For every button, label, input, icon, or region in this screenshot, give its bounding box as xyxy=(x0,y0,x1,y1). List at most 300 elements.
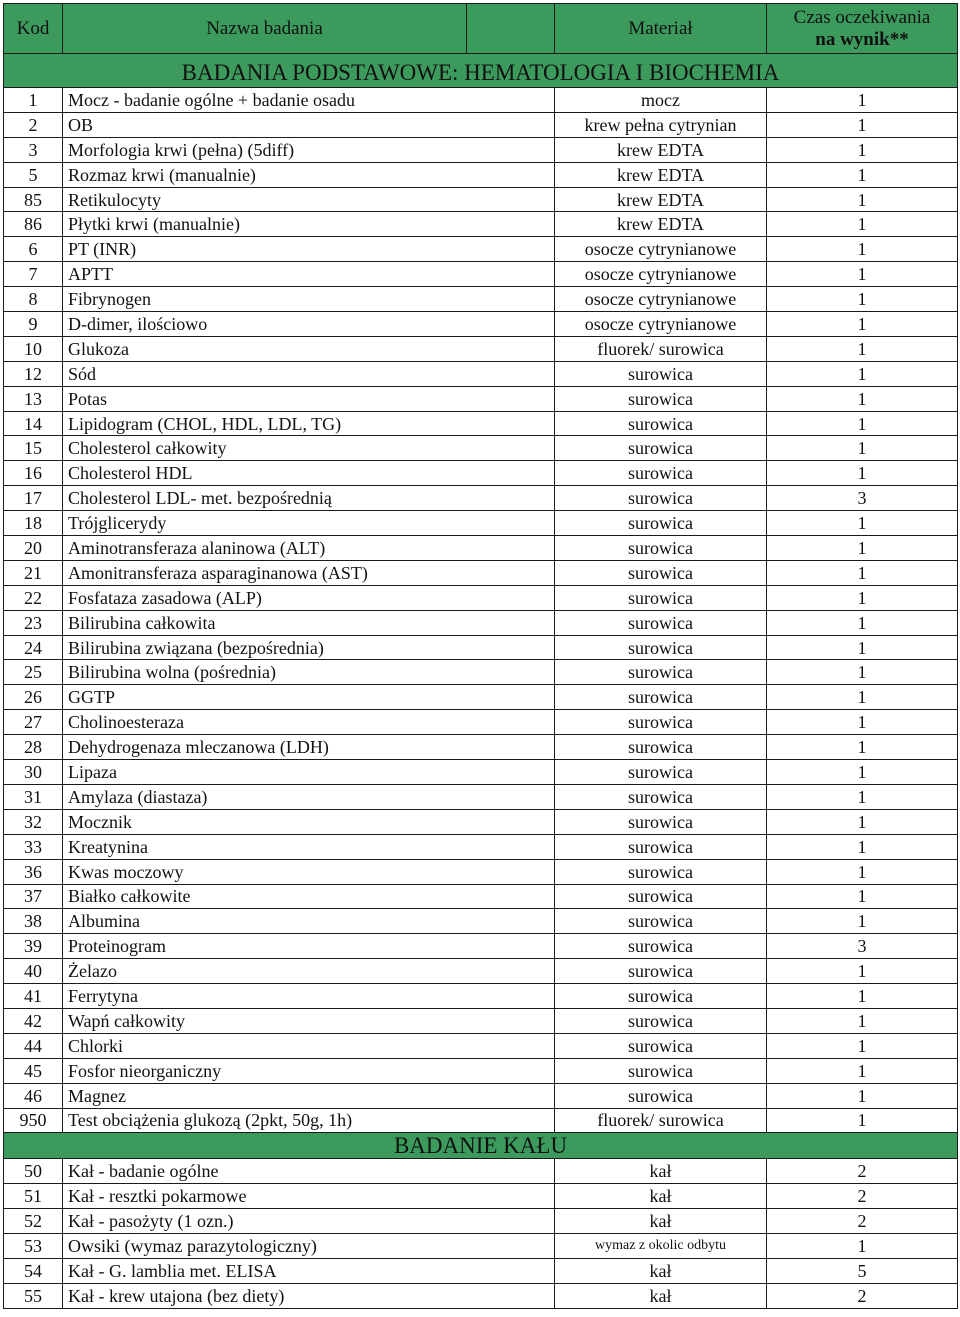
row-spacer xyxy=(467,511,555,536)
table-row xyxy=(4,1184,958,1209)
test-material: surowica xyxy=(555,1033,767,1058)
test-material: surowica xyxy=(555,984,767,1009)
test-name: Kał - badanie ogólne xyxy=(63,1159,467,1184)
table-row xyxy=(4,959,958,984)
table-row xyxy=(4,511,958,536)
test-name: Ferrytyna xyxy=(63,984,467,1009)
table-row xyxy=(4,536,958,561)
row-spacer xyxy=(467,287,555,312)
table-row xyxy=(4,984,958,1009)
row-spacer xyxy=(467,735,555,760)
test-name: Kwas moczowy xyxy=(63,859,467,884)
row-spacer xyxy=(467,1058,555,1083)
row-spacer xyxy=(467,486,555,511)
turnaround-days: 1 xyxy=(767,112,958,137)
test-name: Magnez xyxy=(63,1083,467,1108)
turnaround-days: 1 xyxy=(767,212,958,237)
test-code: 20 xyxy=(4,536,63,561)
test-code: 41 xyxy=(4,984,63,1009)
test-material: surowica xyxy=(555,809,767,834)
header-spacer xyxy=(467,4,555,54)
turnaround-days: 1 xyxy=(767,237,958,262)
section-basic-row xyxy=(4,54,958,88)
table-row xyxy=(4,137,958,162)
row-spacer xyxy=(467,237,555,262)
turnaround-days: 1 xyxy=(767,436,958,461)
turnaround-days: 1 xyxy=(767,162,958,187)
tests-table xyxy=(3,3,958,1309)
turnaround-days: 1 xyxy=(767,1108,958,1133)
test-name: OB xyxy=(63,112,467,137)
test-material: surowica xyxy=(555,635,767,660)
test-code: 6 xyxy=(4,237,63,262)
test-name: Proteinogram xyxy=(63,934,467,959)
test-code: 18 xyxy=(4,511,63,536)
turnaround-days: 1 xyxy=(767,386,958,411)
test-material: surowica xyxy=(555,610,767,635)
header-nazwa: Nazwa badania xyxy=(63,4,467,54)
row-spacer xyxy=(467,859,555,884)
table-row xyxy=(4,461,958,486)
turnaround-days: 1 xyxy=(767,710,958,735)
table-header-row xyxy=(4,4,958,54)
test-name: Cholesterol LDL- met. bezpośrednią xyxy=(63,486,467,511)
table-row xyxy=(4,1083,958,1108)
row-spacer xyxy=(467,336,555,361)
test-material: osocze cytrynianowe xyxy=(555,262,767,287)
test-name: Bilirubina wolna (pośrednia) xyxy=(63,660,467,685)
test-code: 1 xyxy=(4,88,63,113)
row-spacer xyxy=(467,959,555,984)
test-material: surowica xyxy=(555,536,767,561)
turnaround-days: 1 xyxy=(767,312,958,337)
turnaround-days: 1 xyxy=(767,88,958,113)
table-row xyxy=(4,809,958,834)
test-name: Kał - G. lamblia met. ELISA xyxy=(63,1258,467,1283)
turnaround-days: 3 xyxy=(767,934,958,959)
test-material: surowica xyxy=(555,386,767,411)
row-spacer xyxy=(467,436,555,461)
test-material: surowica xyxy=(555,834,767,859)
test-name: Kał - resztki pokarmowe xyxy=(63,1184,467,1209)
test-code: 9 xyxy=(4,312,63,337)
row-spacer xyxy=(467,685,555,710)
turnaround-days: 1 xyxy=(767,560,958,585)
test-name: Sód xyxy=(63,361,467,386)
test-code: 44 xyxy=(4,1033,63,1058)
test-material: fluorek/ surowica xyxy=(555,1108,767,1133)
test-material: krew EDTA xyxy=(555,187,767,212)
test-name: Fosfataza zasadowa (ALP) xyxy=(63,585,467,610)
turnaround-days: 1 xyxy=(767,137,958,162)
test-code: 31 xyxy=(4,784,63,809)
test-code: 3 xyxy=(4,137,63,162)
table-row xyxy=(4,760,958,785)
test-name: Mocznik xyxy=(63,809,467,834)
test-material: fluorek/ surowica xyxy=(555,336,767,361)
turnaround-days: 1 xyxy=(767,635,958,660)
turnaround-days: 3 xyxy=(767,486,958,511)
test-name: Morfologia krwi (pełna) (5diff) xyxy=(63,137,467,162)
test-name: Glukoza xyxy=(63,336,467,361)
test-code: 10 xyxy=(4,336,63,361)
test-name: Cholesterol HDL xyxy=(63,461,467,486)
test-material: krew EDTA xyxy=(555,212,767,237)
row-spacer xyxy=(467,635,555,660)
table-row xyxy=(4,237,958,262)
test-name: Cholesterol całkowity xyxy=(63,436,467,461)
header-czas-line2: na wynik** xyxy=(815,28,909,50)
test-name: Amylaza (diastaza) xyxy=(63,784,467,809)
row-spacer xyxy=(467,386,555,411)
test-material: surowica xyxy=(555,585,767,610)
test-name: Retikulocyty xyxy=(63,187,467,212)
row-spacer xyxy=(467,162,555,187)
turnaround-days: 1 xyxy=(767,859,958,884)
test-name: Lipidogram (CHOL, HDL, LDL, TG) xyxy=(63,411,467,436)
test-name: Kał - krew utajona (bez diety) xyxy=(63,1283,467,1308)
turnaround-days: 2 xyxy=(767,1159,958,1184)
row-spacer xyxy=(467,984,555,1009)
turnaround-days: 2 xyxy=(767,1283,958,1308)
test-name: D-dimer, ilościowo xyxy=(63,312,467,337)
table-row xyxy=(4,710,958,735)
turnaround-days: 1 xyxy=(767,187,958,212)
row-spacer xyxy=(467,834,555,859)
test-name: Fosfor nieorganiczny xyxy=(63,1058,467,1083)
test-material: osocze cytrynianowe xyxy=(555,312,767,337)
row-spacer xyxy=(467,1184,555,1209)
test-material: surowica xyxy=(555,660,767,685)
test-code: 2 xyxy=(4,112,63,137)
test-name: Trójglicerydy xyxy=(63,511,467,536)
test-material: krew EDTA xyxy=(555,137,767,162)
table-row xyxy=(4,1008,958,1033)
test-code: 51 xyxy=(4,1184,63,1209)
test-code: 23 xyxy=(4,610,63,635)
test-code: 37 xyxy=(4,884,63,909)
test-material: osocze cytrynianowe xyxy=(555,287,767,312)
test-name: Aminotransferaza alaninowa (ALT) xyxy=(63,536,467,561)
test-name: Kreatynina xyxy=(63,834,467,859)
test-code: 28 xyxy=(4,735,63,760)
row-spacer xyxy=(467,1283,555,1308)
table-row xyxy=(4,336,958,361)
row-spacer xyxy=(467,461,555,486)
table-row xyxy=(4,934,958,959)
table-row xyxy=(4,834,958,859)
test-material: surowica xyxy=(555,486,767,511)
turnaround-days: 5 xyxy=(767,1258,958,1283)
table-row xyxy=(4,262,958,287)
turnaround-days: 2 xyxy=(767,1209,958,1234)
turnaround-days: 1 xyxy=(767,760,958,785)
test-code: 25 xyxy=(4,660,63,685)
turnaround-days: 1 xyxy=(767,411,958,436)
table-row xyxy=(4,1058,958,1083)
test-name: GGTP xyxy=(63,685,467,710)
test-material: surowica xyxy=(555,411,767,436)
test-name: Fibrynogen xyxy=(63,287,467,312)
test-name: Cholinoesteraza xyxy=(63,710,467,735)
row-spacer xyxy=(467,1258,555,1283)
turnaround-days: 2 xyxy=(767,1184,958,1209)
row-spacer xyxy=(467,1033,555,1058)
turnaround-days: 1 xyxy=(767,361,958,386)
table-row xyxy=(4,1159,958,1184)
row-spacer xyxy=(467,536,555,561)
table-row xyxy=(4,560,958,585)
table-row xyxy=(4,212,958,237)
test-code: 39 xyxy=(4,934,63,959)
row-spacer xyxy=(467,1083,555,1108)
turnaround-days: 1 xyxy=(767,511,958,536)
row-spacer xyxy=(467,884,555,909)
test-name: PT (INR) xyxy=(63,237,467,262)
table-row xyxy=(4,1234,958,1259)
table-row xyxy=(4,1108,958,1133)
test-code: 950 xyxy=(4,1108,63,1133)
turnaround-days: 1 xyxy=(767,336,958,361)
test-code: 22 xyxy=(4,585,63,610)
test-code: 38 xyxy=(4,909,63,934)
row-spacer xyxy=(467,1108,555,1133)
test-name: Białko całkowite xyxy=(63,884,467,909)
row-spacer xyxy=(467,187,555,212)
test-material: surowica xyxy=(555,909,767,934)
test-material: mocz xyxy=(555,88,767,113)
turnaround-days: 1 xyxy=(767,287,958,312)
test-code: 50 xyxy=(4,1159,63,1184)
test-code: 7 xyxy=(4,262,63,287)
test-material: surowica xyxy=(555,1058,767,1083)
test-code: 12 xyxy=(4,361,63,386)
turnaround-days: 1 xyxy=(767,909,958,934)
test-code: 27 xyxy=(4,710,63,735)
row-spacer xyxy=(467,660,555,685)
test-code: 8 xyxy=(4,287,63,312)
test-name: Żelazo xyxy=(63,959,467,984)
section-stool-title: BADANIE KAŁU xyxy=(4,1133,958,1159)
row-spacer xyxy=(467,361,555,386)
test-name: Test obciążenia glukozą (2pkt, 50g, 1h) xyxy=(63,1108,467,1133)
test-code: 15 xyxy=(4,436,63,461)
table-row xyxy=(4,486,958,511)
turnaround-days: 1 xyxy=(767,784,958,809)
row-spacer xyxy=(467,610,555,635)
row-spacer xyxy=(467,1234,555,1259)
table-row xyxy=(4,1033,958,1058)
test-material: kał xyxy=(555,1283,767,1308)
test-material: surowica xyxy=(555,361,767,386)
test-material: surowica xyxy=(555,959,767,984)
turnaround-days: 1 xyxy=(767,809,958,834)
test-name: Rozmaz krwi (manualnie) xyxy=(63,162,467,187)
row-spacer xyxy=(467,809,555,834)
test-name: Mocz - badanie ogólne + badanie osadu xyxy=(63,88,467,113)
row-spacer xyxy=(467,560,555,585)
test-name: Albumina xyxy=(63,909,467,934)
test-material: surowica xyxy=(555,436,767,461)
test-code: 24 xyxy=(4,635,63,660)
row-spacer xyxy=(467,1159,555,1184)
section-basic-title: BADANIA PODSTAWOWE: HEMATOLOGIA I BIOCHEMIA xyxy=(4,54,958,88)
test-material: surowica xyxy=(555,784,767,809)
test-code: 42 xyxy=(4,1008,63,1033)
test-material: surowica xyxy=(555,760,767,785)
test-code: 33 xyxy=(4,834,63,859)
table-row xyxy=(4,784,958,809)
table-row xyxy=(4,287,958,312)
row-spacer xyxy=(467,1209,555,1234)
row-spacer xyxy=(467,88,555,113)
test-material: surowica xyxy=(555,1008,767,1033)
test-material: surowica xyxy=(555,859,767,884)
test-material: kał xyxy=(555,1184,767,1209)
table-row xyxy=(4,436,958,461)
header-czas xyxy=(767,4,958,54)
test-material: kał xyxy=(555,1159,767,1184)
turnaround-days: 1 xyxy=(767,585,958,610)
row-spacer xyxy=(467,411,555,436)
test-code: 17 xyxy=(4,486,63,511)
table-row xyxy=(4,635,958,660)
turnaround-days: 1 xyxy=(767,685,958,710)
test-name: APTT xyxy=(63,262,467,287)
turnaround-days: 1 xyxy=(767,1033,958,1058)
turnaround-days: 1 xyxy=(767,1008,958,1033)
test-material: wymaz z okolic odbytu xyxy=(555,1234,767,1259)
tests-table-body xyxy=(4,4,958,1309)
test-material: surowica xyxy=(555,1083,767,1108)
test-material: surowica xyxy=(555,934,767,959)
test-code: 45 xyxy=(4,1058,63,1083)
test-code: 13 xyxy=(4,386,63,411)
row-spacer xyxy=(467,909,555,934)
test-material: osocze cytrynianowe xyxy=(555,237,767,262)
table-row xyxy=(4,660,958,685)
table-row xyxy=(4,411,958,436)
table-row xyxy=(4,312,958,337)
turnaround-days: 1 xyxy=(767,884,958,909)
test-material: krew pełna cytrynian xyxy=(555,112,767,137)
table-row xyxy=(4,610,958,635)
test-material: surowica xyxy=(555,710,767,735)
test-name: Chlorki xyxy=(63,1033,467,1058)
table-row xyxy=(4,585,958,610)
header-material: Materiał xyxy=(555,4,767,54)
test-code: 26 xyxy=(4,685,63,710)
test-name: Owsiki (wymaz parazytologiczny) xyxy=(63,1234,467,1259)
test-name: Lipaza xyxy=(63,760,467,785)
table-row xyxy=(4,1258,958,1283)
row-spacer xyxy=(467,710,555,735)
table-row xyxy=(4,735,958,760)
row-spacer xyxy=(467,585,555,610)
table-row xyxy=(4,361,958,386)
test-code: 55 xyxy=(4,1283,63,1308)
test-material: surowica xyxy=(555,685,767,710)
turnaround-days: 1 xyxy=(767,1058,958,1083)
test-code: 54 xyxy=(4,1258,63,1283)
test-name: Płytki krwi (manualnie) xyxy=(63,212,467,237)
test-code: 30 xyxy=(4,760,63,785)
test-code: 16 xyxy=(4,461,63,486)
row-spacer xyxy=(467,1008,555,1033)
test-material: surowica xyxy=(555,735,767,760)
table-row xyxy=(4,386,958,411)
test-code: 32 xyxy=(4,809,63,834)
turnaround-days: 1 xyxy=(767,660,958,685)
test-name: Bilirubina związana (bezpośrednia) xyxy=(63,635,467,660)
section-stool-row xyxy=(4,1133,958,1159)
test-code: 86 xyxy=(4,212,63,237)
turnaround-days: 1 xyxy=(767,735,958,760)
row-spacer xyxy=(467,760,555,785)
test-material: kał xyxy=(555,1258,767,1283)
test-material: surowica xyxy=(555,461,767,486)
test-code: 53 xyxy=(4,1234,63,1259)
table-row xyxy=(4,112,958,137)
table-row xyxy=(4,88,958,113)
test-material: surowica xyxy=(555,560,767,585)
test-code: 36 xyxy=(4,859,63,884)
table-row xyxy=(4,859,958,884)
test-code: 21 xyxy=(4,560,63,585)
header-kod: Kod xyxy=(4,4,63,54)
test-material: surowica xyxy=(555,884,767,909)
turnaround-days: 1 xyxy=(767,610,958,635)
test-name: Wapń całkowity xyxy=(63,1008,467,1033)
test-material: kał xyxy=(555,1209,767,1234)
turnaround-days: 1 xyxy=(767,1234,958,1259)
test-name: Dehydrogenaza mleczanowa (LDH) xyxy=(63,735,467,760)
table-row xyxy=(4,187,958,212)
test-code: 5 xyxy=(4,162,63,187)
header-czas-line1: Czas oczekiwania xyxy=(793,6,931,28)
table-row xyxy=(4,1283,958,1308)
test-code: 52 xyxy=(4,1209,63,1234)
turnaround-days: 1 xyxy=(767,262,958,287)
turnaround-days: 1 xyxy=(767,959,958,984)
row-spacer xyxy=(467,137,555,162)
turnaround-days: 1 xyxy=(767,536,958,561)
test-code: 40 xyxy=(4,959,63,984)
row-spacer xyxy=(467,784,555,809)
table-row xyxy=(4,1209,958,1234)
row-spacer xyxy=(467,262,555,287)
turnaround-days: 1 xyxy=(767,461,958,486)
table-row xyxy=(4,909,958,934)
turnaround-days: 1 xyxy=(767,834,958,859)
test-name: Bilirubina całkowita xyxy=(63,610,467,635)
table-row xyxy=(4,685,958,710)
test-code: 46 xyxy=(4,1083,63,1108)
test-code: 85 xyxy=(4,187,63,212)
test-name: Amonitransferaza asparaginanowa (AST) xyxy=(63,560,467,585)
test-material: krew EDTA xyxy=(555,162,767,187)
table-row xyxy=(4,162,958,187)
test-material: surowica xyxy=(555,511,767,536)
row-spacer xyxy=(467,312,555,337)
row-spacer xyxy=(467,112,555,137)
price-list-sheet xyxy=(3,3,957,1309)
table-row xyxy=(4,884,958,909)
row-spacer xyxy=(467,934,555,959)
turnaround-days: 1 xyxy=(767,984,958,1009)
test-name: Kał - pasożyty (1 ozn.) xyxy=(63,1209,467,1234)
test-name: Potas xyxy=(63,386,467,411)
